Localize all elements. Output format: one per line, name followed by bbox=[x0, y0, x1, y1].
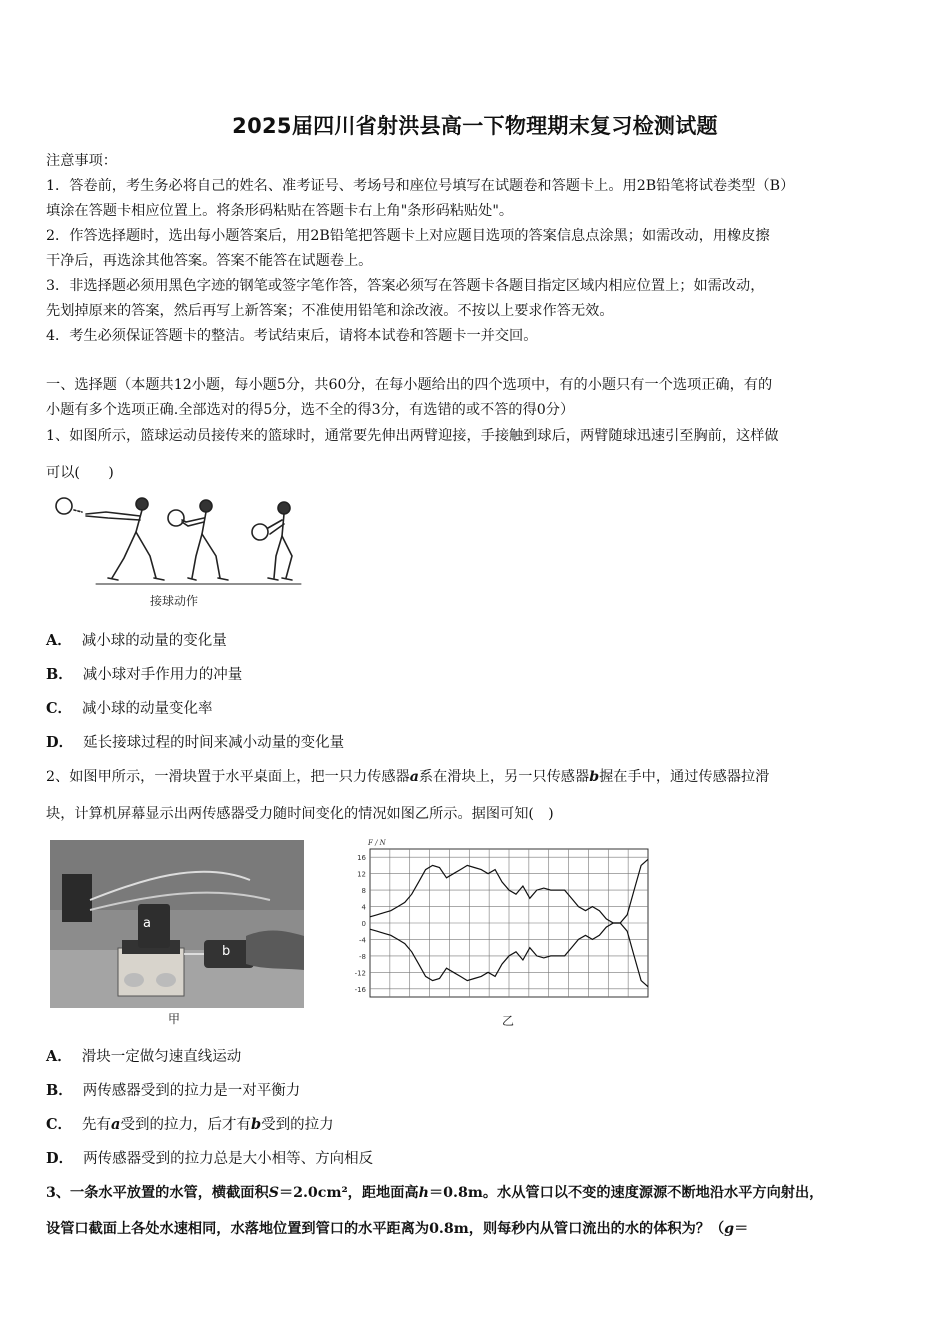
q1-option-a bbox=[46, 630, 227, 652]
option-text: 先有 bbox=[82, 1117, 112, 1133]
option-text: 两传感器受到的拉力是一对平衡力 bbox=[82, 1083, 301, 1099]
y-tick-label: -4 bbox=[359, 936, 366, 945]
notice-line: 1．答卷前，考生务必将自己的姓名、准考证号、考场号和座位号填写在试题卷和答题卡上。用2B铅笔将试卷类型（B） bbox=[46, 178, 795, 194]
option-key: B． bbox=[46, 666, 73, 683]
option-text: 延长接球过程的时间来减小动量的变化量 bbox=[83, 735, 345, 751]
q3-stem-part: ＝0.8m。水从管口以不变的速度源源不断地沿水平方向射出， bbox=[428, 1185, 824, 1201]
q3-stem-part: ＝2.0cm²，距地面高 bbox=[278, 1185, 419, 1201]
notice-heading: 注意事项： bbox=[46, 153, 117, 169]
var-S: S bbox=[268, 1185, 279, 1201]
option-key: A． bbox=[46, 632, 72, 649]
option-key: B． bbox=[46, 1082, 73, 1099]
q2-photo-caption: 甲 bbox=[168, 1012, 181, 1026]
q3-stem-part: 3、一条水平放置的水管，横截面积 bbox=[46, 1185, 269, 1201]
q2-chart-caption: 乙 bbox=[502, 1014, 515, 1028]
option-key: D． bbox=[46, 1150, 74, 1167]
option-text: 两传感器受到的拉力总是大小相等、方向相反 bbox=[83, 1151, 374, 1167]
y-tick-label: 8 bbox=[361, 887, 366, 896]
option-text: 受到的拉力 bbox=[261, 1117, 334, 1133]
option-text: 减小球的动量的变化量 bbox=[81, 633, 227, 649]
y-tick-label: -12 bbox=[354, 969, 366, 978]
q2-stem-part: 2、如图甲所示，一滑块置于水平桌面上，把一只力传感器 bbox=[46, 769, 410, 785]
notice-line: 填涂在答题卡相应位置上。将条形码粘贴在答题卡右上角"条形码粘贴处"。 bbox=[46, 203, 514, 219]
q1-stem: 1、如图所示，篮球运动员接传来的篮球时，通常要先伸出两臂迎接，手接触到球后，两臂随球迅速引至胸前，这样做 bbox=[46, 428, 779, 444]
q1-stem-cont: 可以( ) bbox=[46, 465, 114, 481]
var-b: b bbox=[589, 769, 600, 785]
q2-stem-part: 握在手中，通过传感器拉滑 bbox=[599, 769, 770, 785]
section-heading-line: 小题有多个选项正确.全部选对的得5分，选不全的得3分，有选错的或不答的得0分） bbox=[46, 402, 575, 418]
notice-line: 干净后，再选涂其他答案。答案不能答在试题卷上。 bbox=[46, 253, 373, 269]
var-a: a bbox=[111, 1116, 121, 1133]
q1-figure-caption: 接球动作 bbox=[150, 594, 199, 608]
notice-line: 4．考生必须保证答题卡的整洁。考试结束后，请将本试卷和答题卡一并交回。 bbox=[46, 328, 538, 344]
y-tick-label: 12 bbox=[357, 870, 366, 879]
y-tick-label: 16 bbox=[357, 854, 366, 863]
q1-option-b bbox=[46, 664, 242, 686]
sensor-photo bbox=[50, 840, 304, 1008]
notice-line: 2．作答选择题时，选出每小题答案后，用2B铅笔把答题卡上对应题目选项的答案信息点涂黑；如需改动，用橡皮擦 bbox=[46, 228, 770, 244]
var-h: h bbox=[418, 1185, 429, 1201]
q3-stem bbox=[46, 1182, 916, 1204]
y-axis-label: F / N bbox=[368, 839, 386, 847]
y-tick-label: -16 bbox=[354, 985, 366, 994]
option-key: D． bbox=[46, 734, 74, 751]
page-title: 2025届四川省射洪县高一下物理期末复习检测试题 bbox=[232, 114, 718, 138]
y-tick-label: 0 bbox=[361, 920, 366, 928]
option-key: C． bbox=[46, 1116, 73, 1133]
section-heading-line: 一、选择题（本题共12小题，每小题5分，共60分，在每小题给出的四个选项中，有的小题只有一个选项正确，有的 bbox=[46, 377, 773, 393]
q1-option-c bbox=[46, 698, 213, 720]
photo-label-b: b bbox=[222, 944, 231, 959]
option-text: 滑块一定做匀速直线运动 bbox=[81, 1049, 242, 1065]
option-text: 受到的拉力，后才有 bbox=[120, 1117, 251, 1133]
y-tick-label: 4 bbox=[361, 903, 366, 912]
q3-stem-part: 设管口截面上各处水速相同，水落地位置到管口的水平距离为0.8m，则每秒内从管口流出的水的体积为？（ bbox=[46, 1221, 725, 1237]
var-g: g bbox=[724, 1221, 735, 1237]
q2-option-a bbox=[46, 1046, 241, 1068]
q2-stem-cont: 块，计算机屏幕显示出两传感器受力随时间变化的情况如图乙所示。据图可知( ) bbox=[46, 806, 554, 822]
q2-option-b bbox=[46, 1080, 300, 1102]
q3-stem-cont bbox=[46, 1218, 916, 1240]
var-a: a bbox=[409, 769, 419, 785]
option-key: A． bbox=[46, 1048, 72, 1065]
q2-stem bbox=[46, 766, 916, 788]
q1-option-d bbox=[46, 732, 344, 754]
notice-line: 先划掉原来的答案，然后再写上新答案；不准使用铅笔和涂改液。不按以上要求作答无效。 bbox=[46, 303, 614, 319]
q2-option-c bbox=[46, 1114, 334, 1136]
y-tick-label: -8 bbox=[359, 952, 366, 961]
photo-label-a: a bbox=[143, 916, 151, 931]
q3-stem-part: ＝ bbox=[734, 1221, 749, 1237]
q2-option-d bbox=[46, 1148, 373, 1170]
q2-stem-part: 系在滑块上，另一只传感器 bbox=[418, 769, 590, 785]
option-key: C． bbox=[46, 700, 73, 717]
force-time-chart bbox=[340, 835, 660, 1007]
option-text: 减小球的动量变化率 bbox=[82, 701, 213, 717]
notice-line: 3．非选择题必须用黑色字迹的钢笔或签字笔作答，答案必须写在答题卡各题目指定区域内相应位置上；如需改动， bbox=[46, 278, 765, 294]
var-b: b bbox=[250, 1116, 262, 1133]
option-text: 减小球对手作用力的冲量 bbox=[82, 667, 243, 683]
